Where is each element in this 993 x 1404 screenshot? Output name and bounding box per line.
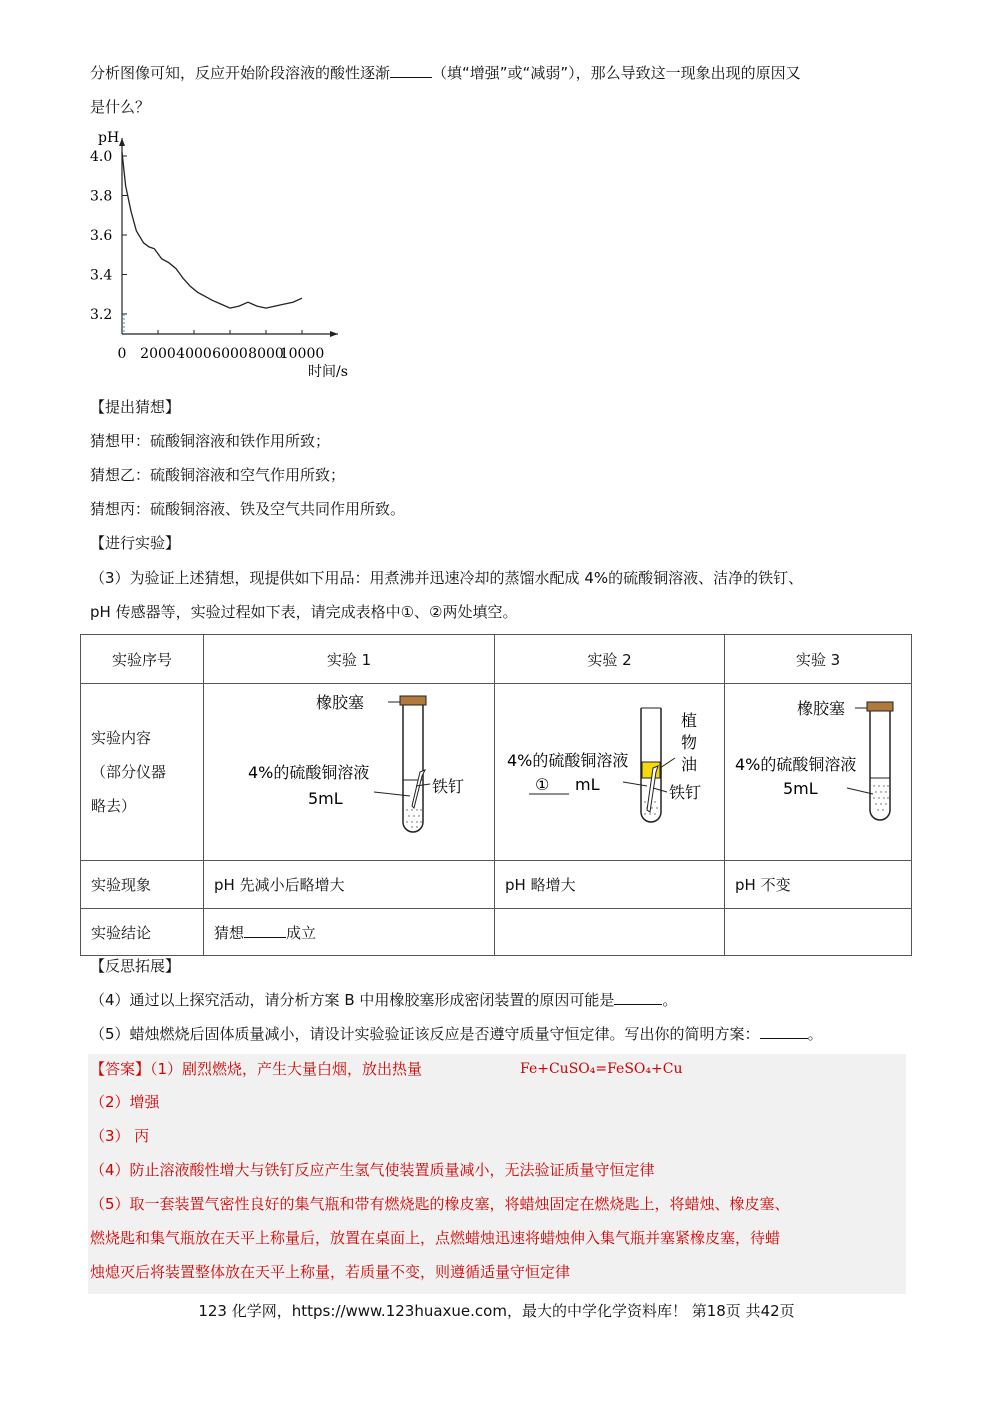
y-tick-label: 3.6 xyxy=(90,228,113,244)
table-header-row xyxy=(81,635,912,684)
exp1-nail-label: 铁钉 xyxy=(432,777,465,796)
exp2-volume-unit: mL xyxy=(575,775,600,794)
question-5-blank[interactable] xyxy=(760,1024,808,1039)
table-row-content xyxy=(81,684,912,861)
conclusion-exp2 xyxy=(495,909,725,956)
x-tick-label: 6000 xyxy=(212,346,248,362)
answer-4: （4）防止溶液酸性增大与铁钉反应产生氢气使装置质量减小，无法验证质量守恒定律 xyxy=(90,1161,655,1179)
intro-line-1 xyxy=(90,62,801,84)
answer-1-equation: Fe+CuSO₄=FeSO₄+Cu xyxy=(520,1061,683,1077)
hypothesis-title: 【提出猜想】 xyxy=(90,398,181,416)
conclusion-text-b: 成立 xyxy=(286,923,317,942)
exp3-liquid-dots xyxy=(873,785,888,810)
content-label-1: 实验内容 xyxy=(91,729,152,747)
exp3-solution-label: 4%的硫酸铜溶液 xyxy=(735,755,857,774)
table-row-phenomenon xyxy=(81,861,912,909)
exp1-diagram-cell xyxy=(204,684,495,861)
question-5-text: （5）蜡烛燃烧后固体质量减小，请设计实验验证该反应是否遵守质量守恒定律。写出你的简明方案： xyxy=(90,1025,760,1043)
x-tick-label: 2000 xyxy=(140,346,176,362)
conclusion-blank[interactable] xyxy=(244,923,286,938)
x-tick-label: 0 xyxy=(117,346,127,362)
chart-x-label: 时间/s xyxy=(308,364,348,380)
exp1-diagram xyxy=(204,684,494,856)
experiment-title: 【进行实验】 xyxy=(90,534,181,552)
answer-5-line-1: （5）取一套装置气密性良好的集气瓶和带有燃烧匙的橡皮塞，将蜡烛固定在燃烧匙上，将蜡烛、橡皮塞、 xyxy=(90,1195,790,1213)
content-label-3: 略去） xyxy=(91,797,137,815)
question-4-end: 。 xyxy=(662,991,678,1009)
hypothesis-a: 猜想甲：硫酸铜溶液和铁作用所致； xyxy=(90,432,331,450)
chart-y-arrow xyxy=(119,138,125,146)
header-exp3: 实验 3 xyxy=(725,635,912,684)
question-5-end: 。 xyxy=(807,1025,823,1043)
y-tick-label: 3.4 xyxy=(90,267,113,284)
answer-2: （2）增强 xyxy=(90,1093,160,1111)
exp2-oil-label-2: 物 xyxy=(681,733,698,752)
content-label xyxy=(81,684,204,861)
hypothesis-b: 猜想乙：硫酸铜溶液和空气作用所致； xyxy=(90,466,346,484)
reflect-title: 【反思拓展】 xyxy=(90,957,181,975)
exp2-circle-1: ① xyxy=(535,775,550,794)
header-exp1: 实验 1 xyxy=(204,635,495,684)
exp2-oil-label-3: 油 xyxy=(681,755,698,774)
exp2-nail-label: 铁钉 xyxy=(669,783,702,802)
y-tick-label: 4.0 xyxy=(90,149,113,165)
ph-curve-line xyxy=(122,152,302,308)
exp1-liquid-dots xyxy=(406,809,421,827)
x-tick-label: 4000 xyxy=(176,346,212,362)
table-row-conclusion xyxy=(81,909,912,956)
exp3-diagram-cell xyxy=(725,684,912,861)
question-4 xyxy=(90,989,677,1011)
answer-3: （3） 丙 xyxy=(90,1127,150,1145)
x-tick-label: 8000 xyxy=(248,346,284,362)
exp2-solution-label: 4%的硫酸铜溶液 xyxy=(507,751,629,770)
conclusion-exp3 xyxy=(725,909,912,956)
intro-line-2: 是什么？ xyxy=(90,98,151,116)
exp1-solution-label: 4%的硫酸铜溶液 xyxy=(248,763,370,782)
conclusion-label: 实验结论 xyxy=(81,909,204,956)
answer-line-1 xyxy=(90,1058,422,1080)
chart-y-label: pH xyxy=(98,130,120,146)
exp2-oil-label-1: 植 xyxy=(681,711,698,730)
y-tick-label: 3.2 xyxy=(90,307,113,323)
question-4-blank[interactable] xyxy=(614,990,662,1005)
question-3-line-1: （3）为验证上述猜想，现提供如下用品：用煮沸并迅速冷却的蒸馏水配成 4%的硫酸铜溶液、洁净的铁钉、 xyxy=(90,569,804,587)
exp3-diagram xyxy=(725,684,911,856)
phenomenon-exp3: pH 不变 xyxy=(725,861,912,909)
exp1-stopper-label: 橡胶塞 xyxy=(316,693,365,712)
conclusion-exp1 xyxy=(204,909,495,956)
ph-chart xyxy=(82,126,372,384)
phenomenon-exp1: pH 先减小后略增大 xyxy=(204,861,495,909)
exp1-stopper xyxy=(400,696,426,705)
intro-text-b: （填“增强”或“减弱”），那么导致这一现象出现的原因又 xyxy=(432,64,801,82)
answer-5-line-3: 烛熄灭后将装置整体放在天平上称量，若质量不变，则遵循适量守恒定律 xyxy=(90,1263,571,1281)
header-index: 实验序号 xyxy=(81,635,204,684)
question-5 xyxy=(90,1023,823,1045)
exp3-stopper xyxy=(867,702,893,711)
exp2-oil-layer xyxy=(642,762,660,778)
exp3-stopper-label: 橡胶塞 xyxy=(797,699,846,718)
exp2-diagram-cell xyxy=(495,684,725,861)
chart-x-arrow xyxy=(330,331,338,337)
exp2-diagram xyxy=(495,684,724,856)
conclusion-text-a: 猜想 xyxy=(214,923,245,942)
x-tick-label: 10000 xyxy=(279,346,325,362)
exp1-volume-label: 5mL xyxy=(308,789,343,808)
exp3-volume-label: 5mL xyxy=(783,779,818,798)
header-exp2: 实验 2 xyxy=(495,635,725,684)
answer-1: （1）剧烈燃烧，产生大量白烟，放出热量 xyxy=(150,1060,423,1078)
experiment-table xyxy=(80,634,912,956)
page-footer: 123 化学网，https://www.123huaxue.com，最大的中学化学资料库！ 第18页 共42页 xyxy=(198,1302,795,1320)
answer-5-line-2: 燃烧匙和集气瓶放在天平上称量后，放置在桌面上，点燃蜡烛迅速将蜡烛伸入集气瓶并塞紧橡皮塞，待蜡 xyxy=(90,1229,781,1247)
exp1-test-tube xyxy=(403,705,423,832)
phenomenon-exp2: pH 略增大 xyxy=(495,861,725,909)
answer-blank[interactable] xyxy=(390,63,432,78)
phenomenon-label: 实验现象 xyxy=(81,861,204,909)
answer-label: 【答案】 xyxy=(90,1060,151,1078)
intro-text-a: 分析图像可知，反应开始阶段溶液的酸性逐渐 xyxy=(90,64,391,82)
question-3-line-2: pH 传感器等，实验过程如下表，请完成表格中①、②两处填空。 xyxy=(90,603,518,621)
hypothesis-c: 猜想丙：硫酸铜溶液、铁及空气共同作用所致。 xyxy=(90,500,406,518)
y-tick-label: 3.8 xyxy=(90,188,113,205)
content-label-2: （部分仪器 xyxy=(91,763,167,781)
question-4-text: （4）通过以上探究活动，请分析方案 B 中用橡胶塞形成密闭装置的原因可能是 xyxy=(90,991,615,1009)
exp3-test-tube xyxy=(870,711,890,820)
